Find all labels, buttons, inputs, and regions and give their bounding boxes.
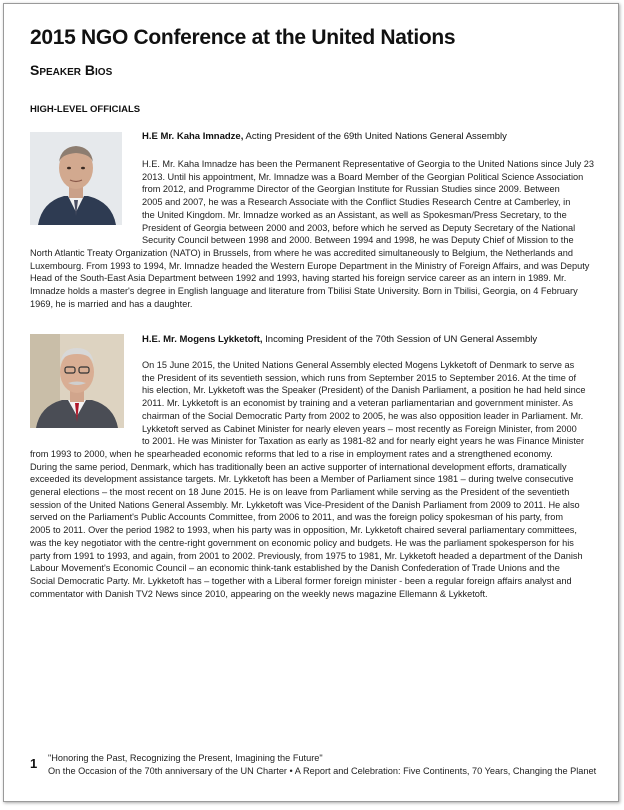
bio-line: from 2012, and Programme Director of the Georgian Institute for Russian Studies since 2009. Between [142,184,560,195]
bio-line: 2013. Until his appointment, Mr. Imnadze was a Board Member of the Georgian Political Science Association [142,171,584,182]
speaker-name: H.E Mr. Kaha Imnadze, [142,131,244,142]
bio-line: the United Kingdom. Mr. Imnadze worked as an Assistant, as well as Spokesman/Press Secretary, to the [142,209,567,220]
bio-line: his election, Mr. Lykketoft was the Speaker (President) of the Danish Parliament, a position he had held since [142,385,586,396]
bio-line: Security Council between 1998 and 2000. Between 1994 and 1998, he was Deputy Chief of Mission to the [142,235,574,246]
bio-line: 2011. Mr. Lykketoft is an economist by training and a veteran parliamentarian and government minister. As [142,398,574,409]
document-subtitle: Speaker Bios [30,62,113,78]
bio-line: H.E. Mr. Kaha Imnadze has been the Permanent Representative of Georgia to the United Nations since July 23 [142,159,594,169]
bio-line: North Atlantic Treaty Organization (NATO) in Brussels, from where he was accredited simultaneously to Belgium, the Netherlands and [30,247,573,258]
bio-line: On 15 June 2015, the United Nations General Assembly elected Mogens Lykketoft of Denmark to serve as [142,360,575,370]
bio-line: to 2001. He was Minister for Taxation as early as 1981-82 and for nearly eight years he was Finance Minister [142,436,585,447]
bio-line: general elections – the most recent on 18 June 2015. He is on leave from Parliament while serving as the President of the seventieth [30,487,570,498]
bio-line: served on the Parliament's Public Accounts Committee, from 2006 to 2011, and was the foreign policy spokesman of his party, from [30,512,564,523]
bio-line: Social Democratic Party. Mr. Lykketoft has – together with a Liberal former foreign minister - been a regular foreign affairs analyst and [30,575,572,586]
bio-line: the President of its seventieth session, which runs from September 2015 to September 2016. At the time of [142,372,577,383]
document-title: 2015 NGO Conference at the United Nations [30,26,456,49]
bio-line: Lykketoft served as Cabinet Minister for nearly eleven years – most recently as Foreign Minister, from 2000 [142,423,577,434]
bio-line: President of Georgia between 2000 and 2003, before which he served as Deputy Secretary of the National [142,222,576,233]
bio-line: party from 1991 to 1993, and again, from 2001 to 2002. Previously, from 1975 to 1981, Mr. Lykketoft headed a department of the Danish [30,550,583,561]
bio-text-imnadze [30,158,596,310]
bio-name-line-imnadze [142,131,507,142]
bio-name-line-lykketoft [142,334,537,345]
page-number: 1 [30,756,38,771]
bio-line: 2005 to 2011. Over the period 1982 to 1993, when his party was in opposition, Mr. Lykketoft chaired several parliamentary committees, [30,525,577,536]
bio-line: 1969, he is married and has a daughter. [30,298,193,309]
bio-line: During the same period, Denmark, which has traditionally been an active supporter of international development efforts, dramatically [30,461,567,472]
footer-tagline: "Honoring the Past, Recognizing the Present, Imagining the Future" [48,753,323,763]
bio-line: Labour Movement's Economic Council – an economic think-tank established by the Danish Confederation of Trade Unions and the [30,563,560,574]
bio-line: Imnadze holds a master's degree in English language and literature from Tbilisi State University. Born in Tbilisi, Georgia, on 4 February [30,286,578,297]
bio-text-lykketoft [30,359,596,600]
bio-line: from 1993 to 2000, when he spearheaded economic reforms that led to a rise in employment rates and a strengthened economy. [30,448,553,459]
bio-line: Luxembourg. From 1993 to 1994, Mr. Imnadze headed the Western Europe Department in the Ministry of Foreign Affairs, and was Deputy [30,260,590,271]
bio-line: was the key negotiator with the centre-right government on economic policy and budgets. He was the parliament spokesperson for his [30,537,574,548]
bio-line: exceeded its development assistance targets. Mr. Lykketoft has been a Member of Parliament since 1981 – during twelve consecutive [30,474,574,485]
speaker-role: Incoming President of the 70th Session of UN General Assembly [262,334,538,345]
bio-line: 2005 and 2007, he was a Research Associate with the Conflict Studies Research Centre at Camberley, in [142,197,571,208]
bio-line: commentator with Danish TV2 News since 2010, appearing on the weekly news magazine Ellemann & Lykketoft. [30,588,488,599]
section-heading: HIGH-LEVEL OFFICIALS [30,104,141,115]
bio-line: session of the United Nations General Assembly. Mr. Lykketoft was Vice-President of the Danish Parliament from 2009 to 2011. He also [30,499,580,510]
speaker-name: H.E. Mr. Mogens Lykketoft, [142,334,263,345]
footer-subtitle: On the Occasion of the 70th anniversary of the UN Charter • A Report and Celebration: Five Continents, 70 Years, Changing the Planet [48,766,597,776]
document-page [3,3,619,802]
bio-line: Head of the South-East Asia Department between 1992 and 1993, having started his foreign service career as an intern in 1989. Mr. [30,273,567,284]
speaker-role: Acting President of the 69th United Nations General Assembly [243,131,507,142]
bio-line: chairman of the Social Democratic Party from 2002 to 2005, he was also opposition leader in Parliament. Mr. [142,410,584,421]
